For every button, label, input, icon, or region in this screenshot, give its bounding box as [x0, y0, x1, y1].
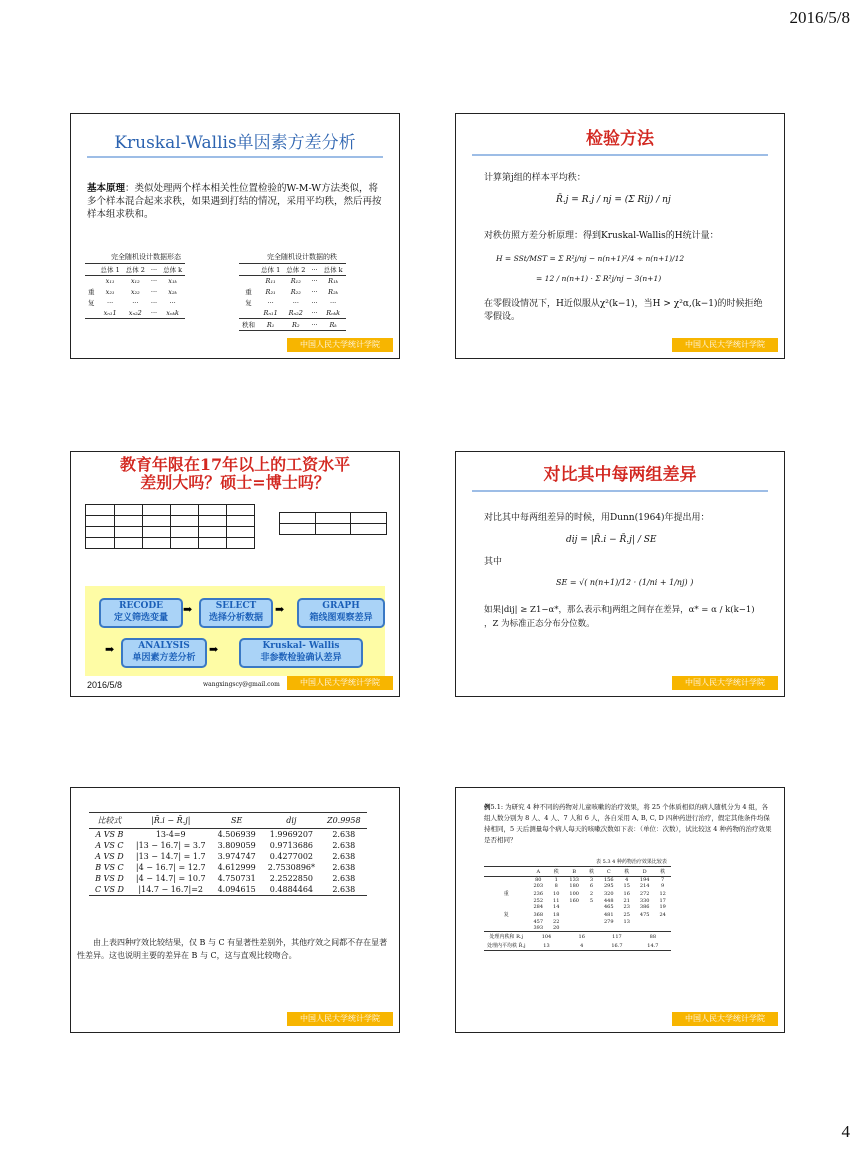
- table-header-cell: 秩: [553, 869, 559, 875]
- table-cell: ···: [150, 298, 158, 307]
- table-cell: ···: [311, 309, 318, 317]
- table-cell: 272: [639, 890, 650, 897]
- table-header-cell: 秩: [660, 869, 666, 875]
- table-header-cell: |R̄.i − R̄.j|: [151, 816, 191, 825]
- table-cell: |4 − 16.7| = 12.7: [135, 863, 206, 872]
- slide-title-line2: 差别大吗？硕士=博士吗？: [140, 473, 330, 492]
- table2-caption: 完全随机设计数据的秩: [267, 253, 337, 261]
- footer-label: 中国人民大学统计学院: [287, 338, 393, 352]
- slide-test-method: [455, 113, 785, 359]
- table-header-cell: 秩: [588, 869, 594, 875]
- table-cell: ···: [330, 298, 337, 307]
- rank-mean-text: 计算第j组的样本平均秩：: [484, 173, 586, 183]
- row-label: [239, 276, 258, 287]
- table-cell: ···: [311, 298, 318, 307]
- table-cell: 5: [589, 898, 594, 904]
- table-cell: 4.750731: [217, 874, 256, 883]
- row-label: 复: [88, 299, 95, 307]
- table-header-cell: Z0.9958: [327, 816, 361, 825]
- table-cell: 320: [603, 890, 614, 897]
- slide-pairwise-comparison: [455, 451, 785, 697]
- table-cell: 117: [612, 933, 622, 940]
- table-cell: ···: [311, 277, 318, 285]
- table-cell: 279: [603, 919, 614, 925]
- row-label: 复: [503, 912, 509, 918]
- arrow-right-icon: ➡: [105, 643, 115, 656]
- table-row: [89, 829, 367, 841]
- table-cell: xₙ₂2: [128, 309, 142, 317]
- table-cell: 9: [661, 883, 665, 889]
- table-cell: 475: [639, 911, 650, 918]
- table-cell: 25: [623, 911, 630, 918]
- table-cell: 160: [569, 898, 579, 904]
- table-header-cell: 总体 2: [125, 266, 145, 274]
- table-cell: ···: [311, 320, 318, 329]
- table-cell: 2: [589, 890, 594, 897]
- example-text: 例5.1: 为研究 4 种不同的药物对儿童咳嗽的治疗效果，将 25 个体质相似的病人随机分为 4 组，各组人数分别为 8 人、4 人、7 人和 6 人，各自采用 A, B, C, D 四种药进行治疗，假定其他条件均保持相同，5 天后测量每个病人每天的咳嗽次数如下表：（单位：次数），试比较这 4 种药物的治疗效果是否相同？: [484, 803, 772, 844]
- table-cell: ···: [292, 298, 299, 307]
- table-cell: 14.7: [647, 942, 659, 949]
- table-row: [85, 297, 185, 308]
- table-cell: 465: [603, 904, 614, 910]
- row-label: 处理内平均秩 R̄.j: [487, 943, 526, 949]
- table-header-cell: 总体 1: [261, 266, 281, 274]
- table-cell: 80: [535, 877, 542, 883]
- row-label: 重: [88, 288, 95, 296]
- slide-title: 对比其中每两组差异: [543, 465, 697, 485]
- table-mean-row: [484, 941, 671, 951]
- footer-label: 中国人民大学统计学院: [287, 1012, 393, 1026]
- table-cell: 393: [533, 925, 544, 931]
- table-cell: R₂ₖ: [328, 287, 339, 296]
- formula-h-1: H = SSt/MST = Σ R²j/nj − n(n+1)²/4 ÷ n(n+1)/12: [496, 254, 685, 263]
- h-statistic-text: 对秩仿照方差分析原理：得到Kruskal-Wallis的H统计量：: [484, 231, 719, 241]
- table-cell: |14.7 − 16.7|=2: [138, 885, 204, 894]
- table-cell: 20: [553, 925, 560, 931]
- header-date: 2016/5/8: [789, 8, 850, 27]
- table-cell: 19: [659, 904, 666, 910]
- slide-title: Kruskal-Wallis单因素方差分析: [114, 133, 356, 153]
- arrow-right-icon: ➡: [209, 643, 219, 656]
- table-header-cell: C: [606, 868, 611, 875]
- table-cell: 236: [533, 890, 544, 897]
- example-table-caption: 表 5.3 4 种药物治疗效果比较表: [596, 859, 667, 865]
- table-cell: 4: [625, 877, 629, 883]
- dunn-text: 对比其中每两组差异的时候，用Dunn(1964)年提出用：: [484, 513, 710, 523]
- table-cell: 15: [623, 883, 630, 889]
- table-rank-form: [239, 263, 346, 331]
- table-cell: 104: [541, 933, 552, 940]
- table-cell: 330: [639, 898, 650, 904]
- table-header-cell: SE: [231, 816, 243, 825]
- table-header-cell: 总体 1: [100, 266, 120, 274]
- table-cell: 386: [639, 904, 650, 910]
- arrow-right-icon: ➡: [183, 603, 193, 616]
- table-cell: 16: [578, 933, 585, 940]
- table-row: [239, 276, 346, 287]
- table-cell: |4 − 14.7| = 10.7: [135, 874, 206, 883]
- table-cell: 21: [623, 898, 630, 904]
- table-cell: 1: [554, 877, 558, 883]
- graph-box: GRAPH 箱线图观察差异: [297, 598, 385, 628]
- table-cell: 4: [580, 942, 584, 949]
- table-header-cell: 总体 k: [323, 266, 343, 274]
- row-label: 重: [245, 288, 252, 296]
- table-row: [484, 889, 671, 898]
- table-cell: [564, 910, 584, 919]
- row-label: 重: [503, 891, 509, 897]
- table-cell: 2.638: [332, 885, 356, 894]
- table-cell: 17: [659, 898, 666, 904]
- table-cell: R₂₂: [290, 287, 301, 296]
- table-cell: R₁₂: [290, 277, 301, 285]
- table-header-cell: 总体 2: [286, 266, 306, 274]
- example-label: 例: [484, 803, 491, 811]
- table-cell: 2.7530896*: [267, 863, 316, 872]
- table-cell: x₂ₖ: [168, 287, 177, 296]
- row-label: [239, 308, 258, 319]
- table-cell: Rₙₖk: [326, 309, 341, 317]
- table-row: [239, 286, 346, 297]
- table1-caption: 完全随机设计数据形态: [111, 253, 181, 261]
- anova-mini-table: [85, 504, 255, 549]
- table-cell: 1.9969207: [269, 830, 314, 839]
- table-cell: 284: [533, 904, 544, 910]
- row-label: 复: [245, 299, 252, 307]
- formula-rank-mean: R̄.j = R.j / nj = (Σ Rij) / nj: [556, 195, 671, 205]
- table-cell: 133: [569, 877, 579, 883]
- row-label: 秩和: [242, 321, 255, 329]
- footer-label: 中国人民大学统计学院: [672, 338, 778, 352]
- footer-label: 中国人民大学统计学院: [287, 676, 393, 690]
- table-cell: 12: [659, 890, 666, 897]
- table-cell: ···: [311, 287, 318, 296]
- table-cell: 2.638: [332, 874, 356, 883]
- table-cell: 0.9713686: [269, 841, 314, 850]
- table-cell: A VS D: [95, 852, 124, 861]
- table-cell: 3.974747: [217, 852, 256, 861]
- page-number: 4: [841, 1122, 850, 1141]
- null-hypothesis-text: 在零假设情况下，H近似服从χ²(k−1)，当H > χ²α,(k−1)的时候拒绝零假设。: [484, 299, 763, 322]
- table-cell: |13 − 16.7| = 3.7: [135, 841, 206, 850]
- row-label: [85, 308, 98, 319]
- principle-label: 基本原理: [87, 183, 126, 194]
- table-cell: 2.638: [332, 841, 356, 850]
- table-cell: ···: [107, 298, 114, 307]
- slide-title: 检验方法: [586, 129, 654, 149]
- kruskal-mini-table: [279, 512, 387, 535]
- table-cell: 22: [553, 919, 560, 925]
- footer-label: 中国人民大学统计学院: [672, 1012, 778, 1026]
- table-cell: x₁ₖ: [168, 277, 177, 285]
- table-cell: ···: [150, 277, 158, 285]
- table-cell: 3.809059: [217, 841, 256, 850]
- table-cell: 252: [533, 898, 544, 904]
- table-cell: B VS D: [95, 874, 124, 883]
- slide-comparison-results: [70, 787, 400, 1033]
- table-cell: x₂₁: [105, 287, 115, 296]
- where-text: 其中: [484, 557, 503, 567]
- arrow-right-icon: ➡: [275, 603, 285, 616]
- table-row: [239, 297, 346, 308]
- slide-date: 2016/5/8: [87, 680, 123, 690]
- title-underline: [472, 490, 768, 492]
- comparison-conclusion: 由上表四种疗效比较结果，仅 B 与 C 有显著性差别外，其他疗效之间都不存在显著性差异。这也说明主要的差异在 B 与 C，这与直观比较吻合。: [77, 938, 388, 960]
- table-row: [484, 910, 671, 919]
- table-cell: 18: [553, 911, 560, 918]
- analysis-box: ANALYSIS 单因素方差分析: [121, 638, 207, 668]
- table-cell: x₁₂: [130, 277, 140, 285]
- comparison-table: [89, 812, 367, 896]
- table-cell: 10: [553, 890, 560, 897]
- table-header-cell: A: [536, 868, 541, 875]
- table-cell: 2.2522850: [269, 874, 314, 883]
- table-cell: 4.612999: [217, 863, 256, 872]
- table-cell: x₁₁: [105, 277, 115, 285]
- table-cell: R₁₁: [265, 277, 276, 285]
- row-label: [85, 276, 98, 287]
- table-cell: 203: [533, 883, 544, 889]
- table-row: [89, 851, 367, 862]
- table-cell: 14: [553, 904, 560, 910]
- table-cell: 194: [639, 877, 650, 883]
- slide-education-wage: [70, 451, 400, 697]
- table-cell: 0.4884464: [269, 885, 314, 894]
- table-cell: ···: [150, 309, 158, 317]
- table-row: [239, 308, 346, 319]
- table-cell: 180: [569, 883, 579, 889]
- principle-text: 基本原理：类似处理两个样本相关性位置检验的W-M-W方法类似，将多个样本混合起来求秩，如果遇到打结的情况，采用平均秩，然后再按样本组求秩和。: [87, 183, 382, 220]
- formula-se: SE = √( n(n+1)/12 · (1/ni + 1/nj) ): [556, 578, 694, 587]
- slide-title-line1: 教育年限在17年以上的工资水平: [119, 455, 351, 474]
- table-header-cell: 比较式: [97, 816, 122, 825]
- table-cell: 6: [589, 883, 594, 889]
- slide-email: wangxingscy@gmail.com: [203, 681, 280, 688]
- title-underline: [472, 154, 768, 156]
- table-cell: R₁: [266, 320, 275, 329]
- z-quantile-text: ，Z 为标准正态分布分位数。: [484, 619, 595, 629]
- table-sum-row: [239, 319, 346, 331]
- table-cell: x₂₂: [130, 287, 140, 296]
- difference-text: 如果|dij| ≥ Z1−α*，那么表示和j两组之间存在差异，α* = α / k(k−1): [484, 605, 755, 615]
- table-cell: 24: [659, 911, 666, 918]
- table-cell: 16: [623, 890, 630, 897]
- table-cell: xₙₖk: [166, 309, 179, 317]
- table-header-cell: B: [572, 868, 577, 875]
- table-cell: R₂: [292, 320, 300, 329]
- table-cell: Rₙ₂2: [288, 309, 303, 317]
- table-cell: 2.638: [332, 852, 356, 861]
- table-cell: C VS D: [95, 885, 124, 894]
- table-cell: 16.7: [611, 942, 623, 949]
- table-cell: A VS B: [95, 830, 124, 839]
- table-cell: xₙ₁1: [103, 309, 117, 317]
- table-cell: 88: [649, 933, 657, 940]
- formula-dij: dij = |R̄.i − R̄.j| / SE: [566, 535, 657, 545]
- footer-label: 中国人民大学统计学院: [672, 676, 778, 690]
- formula-h-2: = 12 / n(n+1) · Σ R²j/nj − 3(n+1): [536, 274, 662, 283]
- table-cell: 2.638: [332, 863, 356, 872]
- table-cell: ···: [169, 298, 176, 307]
- table-cell: 13-4=9: [155, 830, 186, 839]
- table-cell: 13: [543, 942, 550, 949]
- table-header-cell: ···: [150, 265, 158, 274]
- recode-box: RECODE 定义筛选变量: [99, 598, 183, 628]
- table-row: [85, 308, 185, 319]
- table-cell: 295: [603, 883, 614, 889]
- table-cell: Rₙ₁1: [263, 309, 278, 317]
- title-underline: [87, 156, 383, 158]
- table-cell: 481: [603, 911, 614, 918]
- table-cell: A VS C: [95, 841, 124, 850]
- table-cell: 23: [623, 904, 630, 910]
- table-header-cell: ···: [311, 265, 318, 274]
- table-cell: 3: [589, 877, 594, 883]
- table-row: [85, 286, 185, 297]
- table-cell: 156: [603, 877, 614, 883]
- table-cell: 100: [569, 890, 579, 897]
- table-cell: 7: [661, 877, 665, 883]
- table-header-cell: [484, 867, 529, 877]
- table-row: [89, 840, 367, 851]
- table-cell: 214: [639, 883, 650, 889]
- table-cell: [584, 910, 599, 919]
- table-cell: 4.094615: [217, 885, 256, 894]
- table-header-cell: D: [642, 868, 647, 875]
- table-row: [89, 884, 367, 896]
- table-cell: 0.4277002: [269, 852, 314, 861]
- table-header-cell: dij: [286, 816, 297, 825]
- table-cell: R₁ₖ: [328, 277, 339, 285]
- select-box: SELECT 选择分析数据: [199, 598, 273, 628]
- slide-example-5-1: [455, 787, 785, 1033]
- example-table: [484, 866, 671, 951]
- table-cell: ···: [150, 287, 158, 296]
- table-header-cell: 总体 k: [163, 266, 183, 274]
- table-cell: 448: [603, 898, 614, 904]
- table-cell: ···: [132, 298, 139, 307]
- row-label: 处理内秩和 R.j: [489, 934, 523, 940]
- table-cell: 4.506939: [217, 830, 256, 839]
- table-cell: 457: [533, 919, 544, 925]
- table-cell: Rₖ: [329, 320, 337, 329]
- table-cell: 2.638: [332, 830, 356, 839]
- table-row: [89, 862, 367, 873]
- table-header-cell: 秩: [624, 869, 630, 875]
- table-row: [89, 873, 367, 884]
- table-cell: R₂₁: [265, 287, 276, 296]
- slide-kruskal-wallis-intro: [70, 113, 400, 359]
- table-cell: 13: [623, 919, 630, 925]
- table-cell: 11: [553, 898, 560, 904]
- table-cell: ···: [267, 298, 274, 307]
- table-cell: 8: [554, 883, 558, 889]
- kruskal-box: Kruskal- Wallis 非参数检验确认差异: [239, 638, 363, 668]
- table-data-form: [85, 263, 185, 319]
- table-cell: |13 − 14.7| = 1.7: [135, 852, 206, 861]
- table-cell: 368: [533, 911, 544, 918]
- table-sum-row: [484, 932, 671, 942]
- table-row: [85, 276, 185, 287]
- table-cell: B VS C: [95, 863, 124, 872]
